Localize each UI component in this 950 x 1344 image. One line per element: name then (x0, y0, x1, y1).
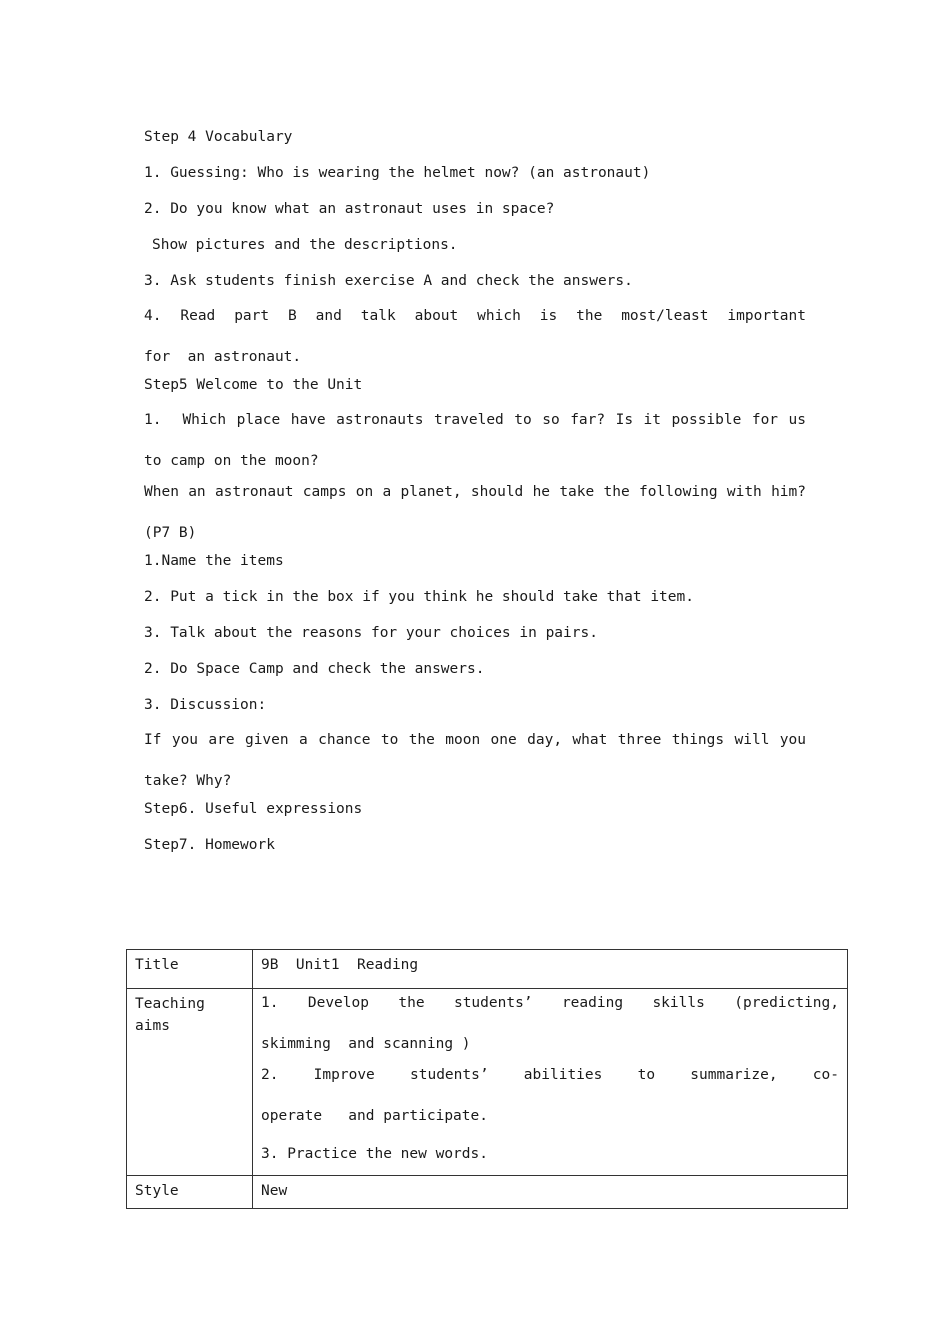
aim-item-3: 3. Practice the new words. (261, 1146, 488, 1162)
step6-heading: Step6. Useful expressions (144, 801, 363, 817)
teaching-aims-label: Teaching aims (127, 989, 253, 1176)
table-row (127, 1176, 848, 1209)
style-label: Style (127, 1176, 253, 1209)
title-value: 9B Unit1 Reading (253, 950, 848, 989)
step5-question: When an astronaut camps on a planet, should he take the following with him? (P7 B) (144, 484, 815, 541)
step5-heading: Step5 Welcome to the Unit (144, 377, 363, 393)
discussion-question: If you are given a chance to the moon one day, what three things will you take? Why? (144, 732, 815, 789)
aim-item-1: 1. Develop the students’ reading skills (predicting, skimming and scanning ) (261, 995, 857, 1052)
aim-item-2: 2. Improve students’ abilities to summarize, co-operate and participate. (261, 1067, 839, 1124)
title-label: Title (127, 950, 253, 989)
step4-item-2: 2. Do you know what an astronaut uses in space? (144, 201, 555, 217)
step4-item-3: 3. Ask students finish exercise A and check the answers. (144, 273, 633, 289)
lesson-steps (144, 126, 824, 870)
step5-item-2: 2. Do Space Camp and check the answers. (144, 661, 485, 677)
step4-item-4: 4. Read part B and talk about which is the most/least important for an astronaut. (144, 308, 824, 365)
step5-item-3: 3. Discussion: (144, 697, 267, 713)
table-row (127, 989, 848, 1176)
style-value: New (253, 1176, 848, 1209)
lesson-plan-table (126, 949, 857, 1209)
step5-sub-2: 2. Put a tick in the box if you think he should take that item. (144, 589, 694, 605)
teaching-aims-cell (253, 989, 857, 1176)
step5-sub-1: 1.Name the items (144, 553, 284, 569)
step5-sub-3: 3. Talk about the reasons for your choices in pairs. (144, 625, 598, 641)
step4-item-1: 1. Guessing: Who is wearing the helmet now? (an astronaut) (144, 165, 651, 181)
step4-heading: Step 4 Vocabulary (144, 129, 293, 145)
step4-item-2-note: Show pictures and the descriptions. (152, 237, 458, 253)
step7-heading: Step7. Homework (144, 837, 275, 853)
step5-item-1: 1. Which place have astronauts traveled to so far? Is it possible for us to camp on the moon? (144, 412, 815, 469)
